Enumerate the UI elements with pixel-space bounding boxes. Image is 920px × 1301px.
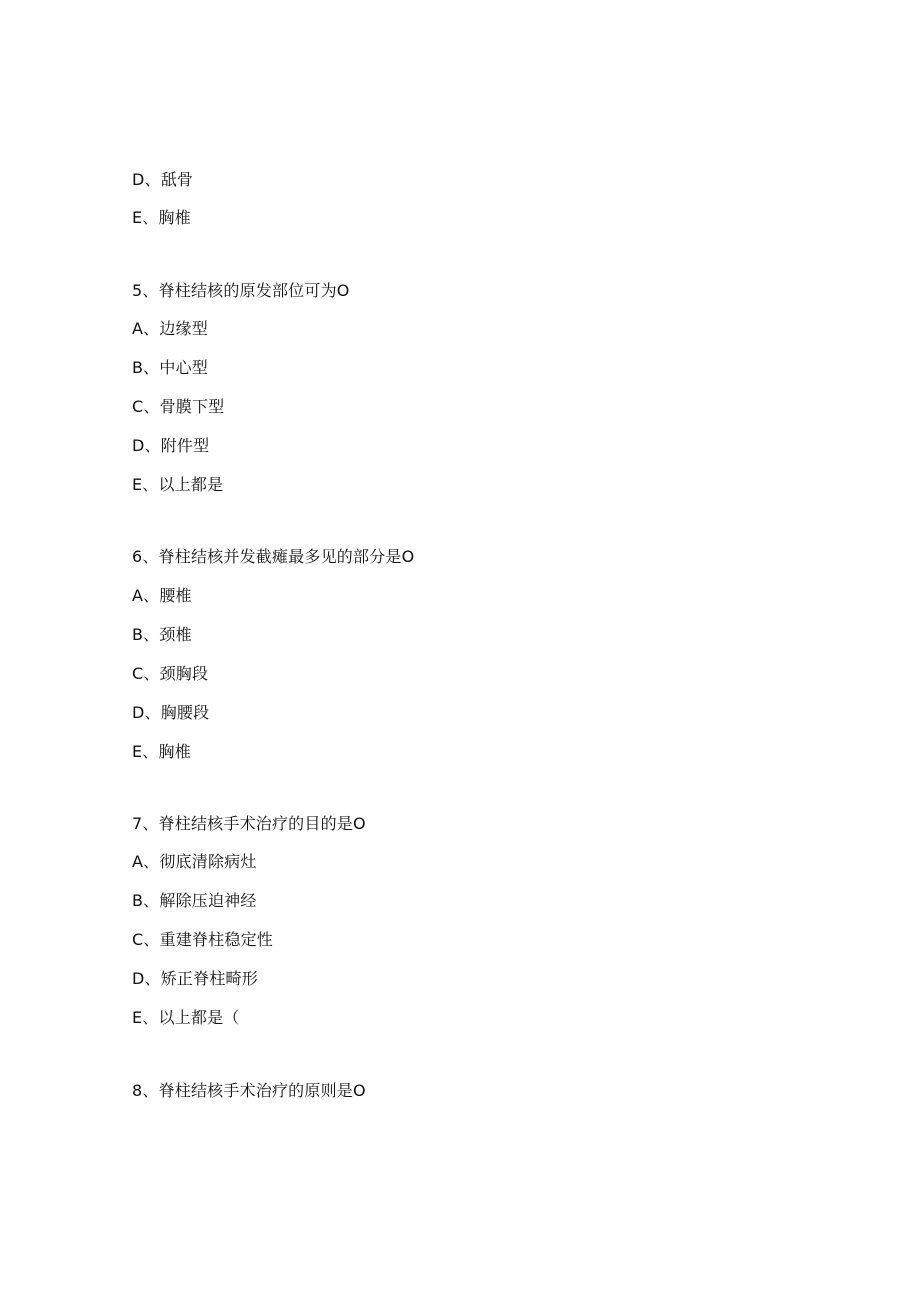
option-e-q5: E、以上都是 [132,475,224,494]
option-e-q4: E、胸椎 [132,208,191,227]
option-d-q7: D、矫正脊柱畸形 [132,969,258,988]
option-e-q7: E、以上都是（ [132,1008,240,1027]
question-7: 7、脊柱结核手术治疗的目的是O [132,814,366,833]
option-c-q5: C、骨膜下型 [132,397,225,416]
option-e-q6: E、胸椎 [132,742,191,761]
option-d-q6: D、胸腰段 [132,703,210,722]
option-c-q7: C、重建脊柱稳定性 [132,930,273,949]
option-d-q4: D、舐骨 [132,170,194,189]
option-a-q7: A、彻底清除病灶 [132,852,257,871]
question-5: 5、脊柱结核的原发部位可为O [132,281,350,300]
question-6: 6、脊柱结核并发截瘫最多见的部分是O [132,547,415,566]
option-b-q6: B、颈椎 [132,625,192,644]
option-a-q6: A、腰椎 [132,586,192,605]
option-b-q7: B、解除压迫神经 [132,891,257,910]
option-a-q5: A、边缘型 [132,319,208,338]
option-d-q5: D、附件型 [132,436,210,455]
question-8: 8、脊柱结核手术治疗的原则是O [132,1081,366,1100]
option-b-q5: B、中心型 [132,358,208,377]
option-c-q6: C、颈胸段 [132,664,209,683]
